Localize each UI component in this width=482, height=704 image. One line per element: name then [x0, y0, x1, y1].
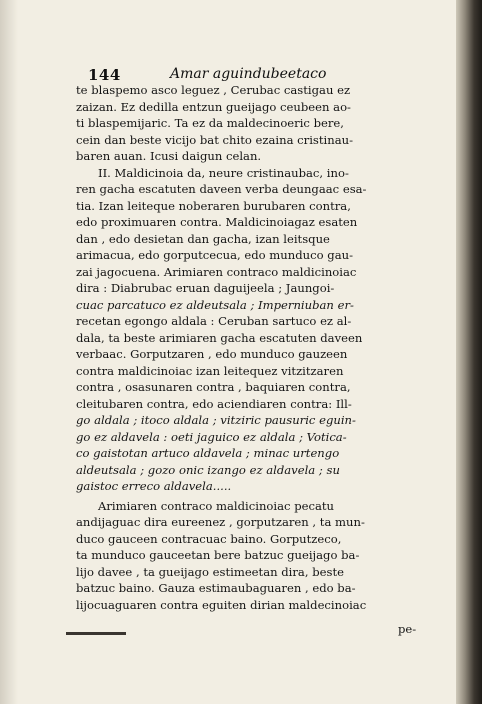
text-line: baren auan. Icusi daigun celan.: [76, 149, 262, 163]
text-line: gaistoc erreco aldavela.....: [76, 479, 232, 493]
page-number: 144: [88, 66, 121, 84]
text-line: II. Maldicinoia da, neure cristinaubac, ino-: [98, 165, 349, 180]
text-line: arimacua, edo gorputcecua, edo munduco gau-: [76, 248, 353, 262]
text-line: duco gauceen contracuac baino. Gorputzeco,: [76, 531, 342, 546]
text-line: cein dan beste vicijo bat chito ezaina cristinau-: [76, 132, 354, 147]
text-line: verbaac. Gorputzaren , edo munduco gauzeen: [76, 347, 348, 361]
paragraph-2: [76, 165, 440, 495]
text-line: ta munduco gauceetan bere batzuc gueijago ba-: [76, 548, 360, 562]
text-line: contra maldicinoiac izan leitequez vitzitzaren: [76, 363, 344, 378]
text-line: aldeutsala ; gozo onic izango ez aldavela ; su: [76, 462, 340, 477]
paragraph-1: [76, 82, 440, 165]
paragraph-3: [76, 498, 440, 614]
text-line: andijaguac dira eureenez , gorputzaren , ta mun-: [76, 515, 365, 529]
text-line: tia. Izan leiteque noberaren burubaren contra,: [76, 198, 351, 213]
text-line: dira : Diabrubac eruan daguijeela ; Jaungoi-: [76, 281, 335, 295]
body-text: [76, 82, 440, 613]
text-line: lijocuaguaren contra eguiten dirian maldecinoiac: [76, 597, 367, 612]
text-line: cleitubaren contra, edo aciendiaren contra: Ill-: [76, 396, 352, 411]
page-edge: [456, 0, 482, 704]
text-line: Arimiaren contraco maldicinoiac pecatu: [98, 498, 335, 513]
text-line: contra , osasunaren contra , baquiaren contra,: [76, 380, 351, 394]
text-line: cuac parcatuco ez aldeutsala ; Imperniuban er-: [76, 297, 354, 312]
text-line: recetan egongo aldala : Ceruban sartuco ez al-: [76, 314, 352, 328]
text-line: te blaspemo asco leguez , Cerubac castigau ez: [76, 83, 351, 97]
text-line: batzuc baino. Gauza estimaubaguaren , edo ba-: [76, 581, 356, 595]
text-line: lijo davee , ta gueijago estimeetan dira, beste: [76, 564, 344, 579]
text-line: dala, ta beste arimiaren gacha escatuten daveen: [76, 330, 363, 345]
page-gutter-shadow: [0, 0, 18, 704]
text-line: co gaistotan artuco aldavela ; minac urtengo: [76, 446, 340, 460]
text-line: ren gacha escatuten daveen verba deungaac esa-: [76, 182, 367, 196]
catchword: pe-: [398, 622, 417, 636]
text-line: edo proximuaren contra. Maldicinoiagaz esaten: [76, 215, 358, 229]
text-line: zai jagocuena. Arimiaren contraco maldicinoiac: [76, 264, 357, 279]
text-line: ti blaspemijaric. Ta ez da maldecinoeric bere,: [76, 116, 344, 130]
running-head: Amar aguindubeetaco: [170, 66, 327, 82]
text-line: go ez aldavela : oeti jaguico ez aldala ; Votica-: [76, 429, 347, 444]
text-line: go aldala ; itoco aldala ; vitziric pausuric eguin-: [76, 413, 356, 427]
printer-rule: [66, 632, 126, 635]
text-line: dan , edo desietan dan gacha, izan leitsque: [76, 231, 330, 246]
text-line: zaizan. Ez dedilla entzun gueijago ceubeen ao-: [76, 99, 351, 114]
